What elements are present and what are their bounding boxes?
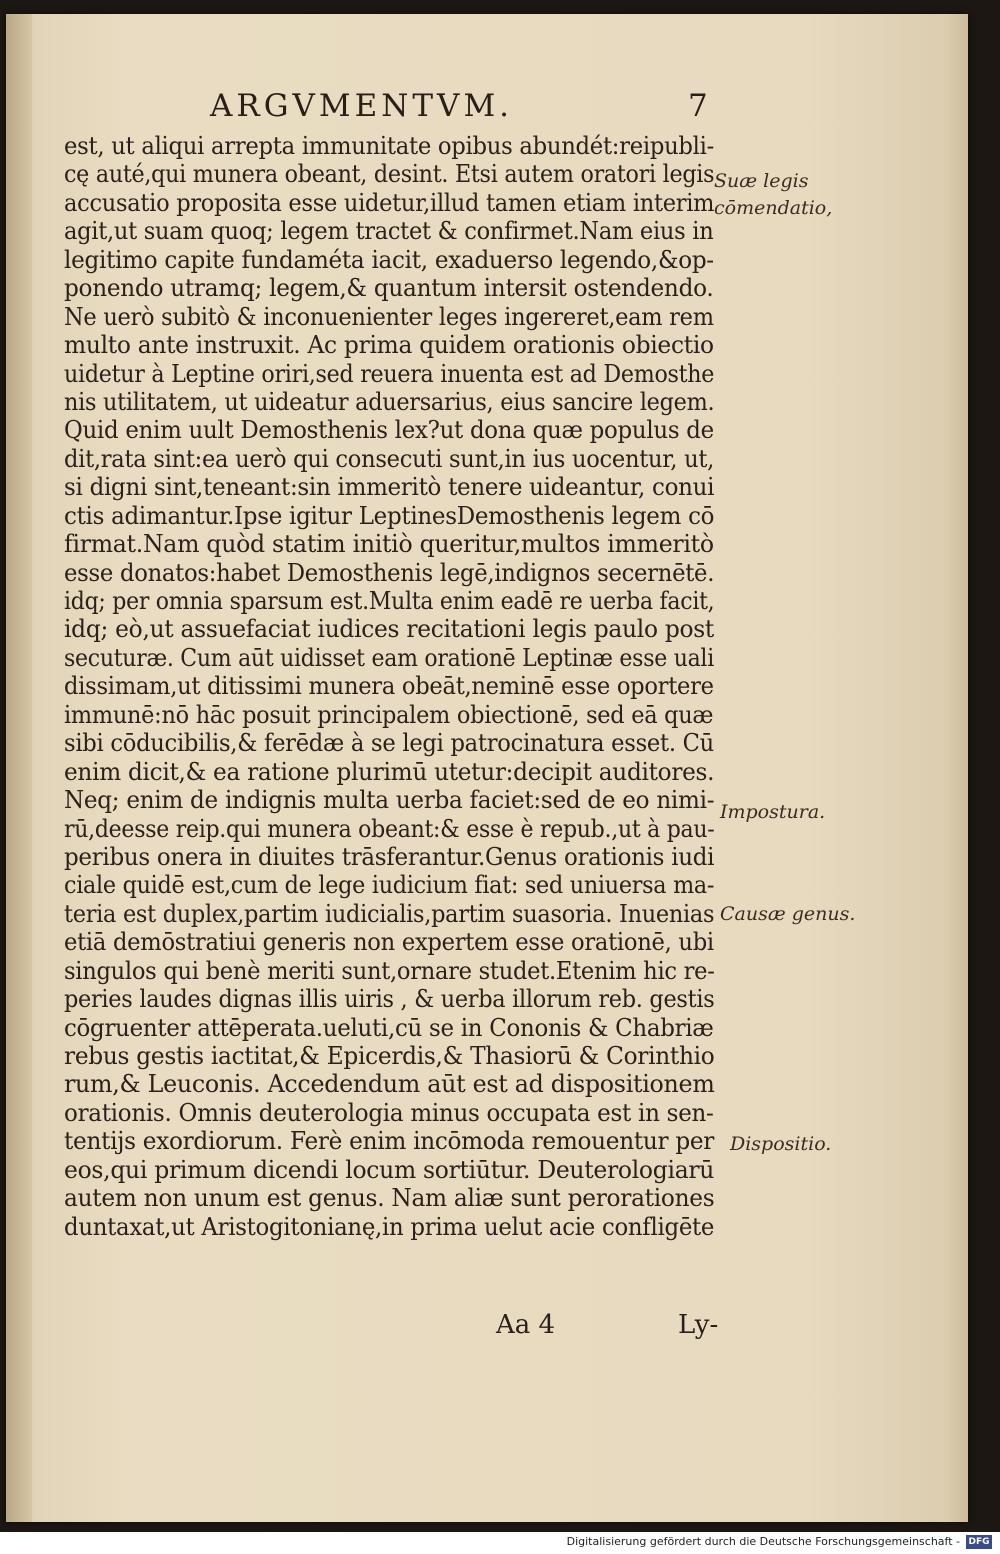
- text-line: multo ante instruxit. Ac prima quidem orationis obiectio: [64, 330, 714, 360]
- text-line: enim dicit,& ea ratione plurimū utetur:decipit auditores.: [64, 756, 715, 786]
- text-line: rebus gestis iactitat,& Epicerdis,& Thasiorū & Corinthio: [64, 1041, 715, 1070]
- text-line: Ne uerò subitò & inconuenienter leges ingereret,eam rem: [64, 301, 714, 331]
- text-line: peries laudes dignas illis uiris , & uerba illorum reb. gestis: [64, 984, 715, 1014]
- signature-mark: Aa 4: [496, 1310, 556, 1340]
- page-number: 7: [688, 88, 708, 124]
- text-line: duntaxat,ut Aristogitonianę,in prima uelut acie confligēte: [64, 1211, 715, 1241]
- text-line: eos,qui primum dicendi locum sortiūtur. Deuterologiarū: [64, 1154, 715, 1184]
- running-title: ARGVMENTVM.: [210, 88, 514, 124]
- text-line: peribus onera in diuites trāsferantur.Genus orationis iudi: [64, 841, 715, 871]
- text-line: Quid enim uult Demosthenis lex?ut dona quæ populus de: [64, 415, 714, 445]
- dfg-logo-icon: DFG: [966, 1535, 992, 1549]
- text-line: ponendo utramq; legem,& quantum intersit ostendendo.: [64, 273, 714, 303]
- text-line: etiā demōstratiui generis non expertem esse orationē, ubi: [64, 927, 714, 957]
- text-line: legitimo capite fundaméta iacit, exaduerso legendo,&op-: [64, 244, 714, 274]
- text-line: dissimam,ut ditissimi munera obeāt,neminē esse oportere: [64, 671, 714, 701]
- text-line: rū,deesse reip.qui munera obeant:& esse è repub.,ut à pau-: [64, 813, 715, 843]
- page-gutter: [6, 14, 32, 1522]
- catchword: Ly-: [678, 1310, 719, 1340]
- text-line: firmat.Nam quòd statim initiò queritur,multos immeritò: [64, 529, 714, 559]
- text-line: ciale quidē est,cum de lege iudicium fiat: sed uniuersa ma-: [64, 870, 715, 900]
- text-line: ctis adimantur.Ipse igitur LeptinesDemosthenis legem cō: [64, 500, 715, 530]
- text-line: autem non unum est genus. Nam aliæ sunt perorationes: [64, 1183, 715, 1213]
- text-line: uidetur à Leptine oriri,sed reuera inuenta est ad Demosthe: [64, 358, 715, 388]
- text-line: esse donatos:habet Demosthenis legē,indignos secernētē.: [64, 557, 715, 587]
- body-text: [64, 132, 724, 1241]
- text-line: immunē:nō hāc posuit principalem obiectionē, sed eā quæ: [64, 699, 714, 729]
- text-line: agit,ut suam quoq; legem tractet & confirmet.Nam eius in: [64, 216, 714, 246]
- text-line: nis utilitatem, ut uideatur aduersarius, eius sancire legem.: [64, 386, 715, 416]
- text-line: cōgruenter attēperata.ueluti,cū se in Cononis & Chabriæ: [64, 1012, 714, 1042]
- text-line: idq; eò,ut assuefaciat iudices recitationi legis paulo post: [64, 614, 715, 644]
- margin-note-sua-legis: Suæ legis: [714, 170, 809, 192]
- margin-note-commendatio: cōmendatio,: [714, 197, 833, 219]
- text-line: dit,rata sint:ea uerò qui consecuti sunt,in ius uocentur, ut,: [64, 443, 715, 473]
- text-line: tentijs exordiorum. Ferè enim incōmoda remouentur per: [64, 1126, 715, 1156]
- text-line: orationis. Omnis deuterologia minus occupata est in sen-: [64, 1097, 714, 1127]
- text-line: idq; per omnia sparsum est.Multa enim eadē re uerba facit,: [64, 586, 715, 615]
- margin-note-impostura: Impostura.: [720, 801, 826, 823]
- margin-note-dispositio: Dispositio.: [730, 1133, 832, 1155]
- text-line: est, ut aliqui arrepta immunitate opibus abundét:reipubli-: [64, 131, 715, 160]
- footer-bar: [0, 1532, 1000, 1554]
- text-line: sibi cōducibilis,& ferēdæ à se legi patrocinatura esset. Cū: [64, 728, 714, 758]
- text-line: teria est duplex,partim iudicialis,partim suasoria. Inuenias: [64, 898, 715, 928]
- text-line: si digni sint,teneant:sin immeritò tenere uideantur, conui: [64, 472, 715, 502]
- margin-note-causae-genus: Causæ genus.: [720, 903, 856, 925]
- text-line: secuturæ. Cum aūt uidisset eam orationē Leptinæ esse uali: [64, 642, 714, 672]
- text-line: singulos qui benè meriti sunt,ornare studet.Etenim hic re-: [64, 955, 715, 985]
- text-line: accusatio proposita esse uidetur,illud tamen etiam interim: [64, 187, 715, 217]
- text-line: cę auté,qui munera obeant, desint. Etsi autem oratori legis: [64, 159, 715, 189]
- text-line: rum,& Leuconis. Accedendum aūt est ad dispositionem: [64, 1069, 715, 1099]
- footer-credit: Digitalisierung gefördert durch die Deutsche Forschungsgemeinschaft -: [566, 1535, 960, 1548]
- text-line: Neq; enim de indignis multa uerba faciet:sed de eo nimi-: [64, 785, 715, 815]
